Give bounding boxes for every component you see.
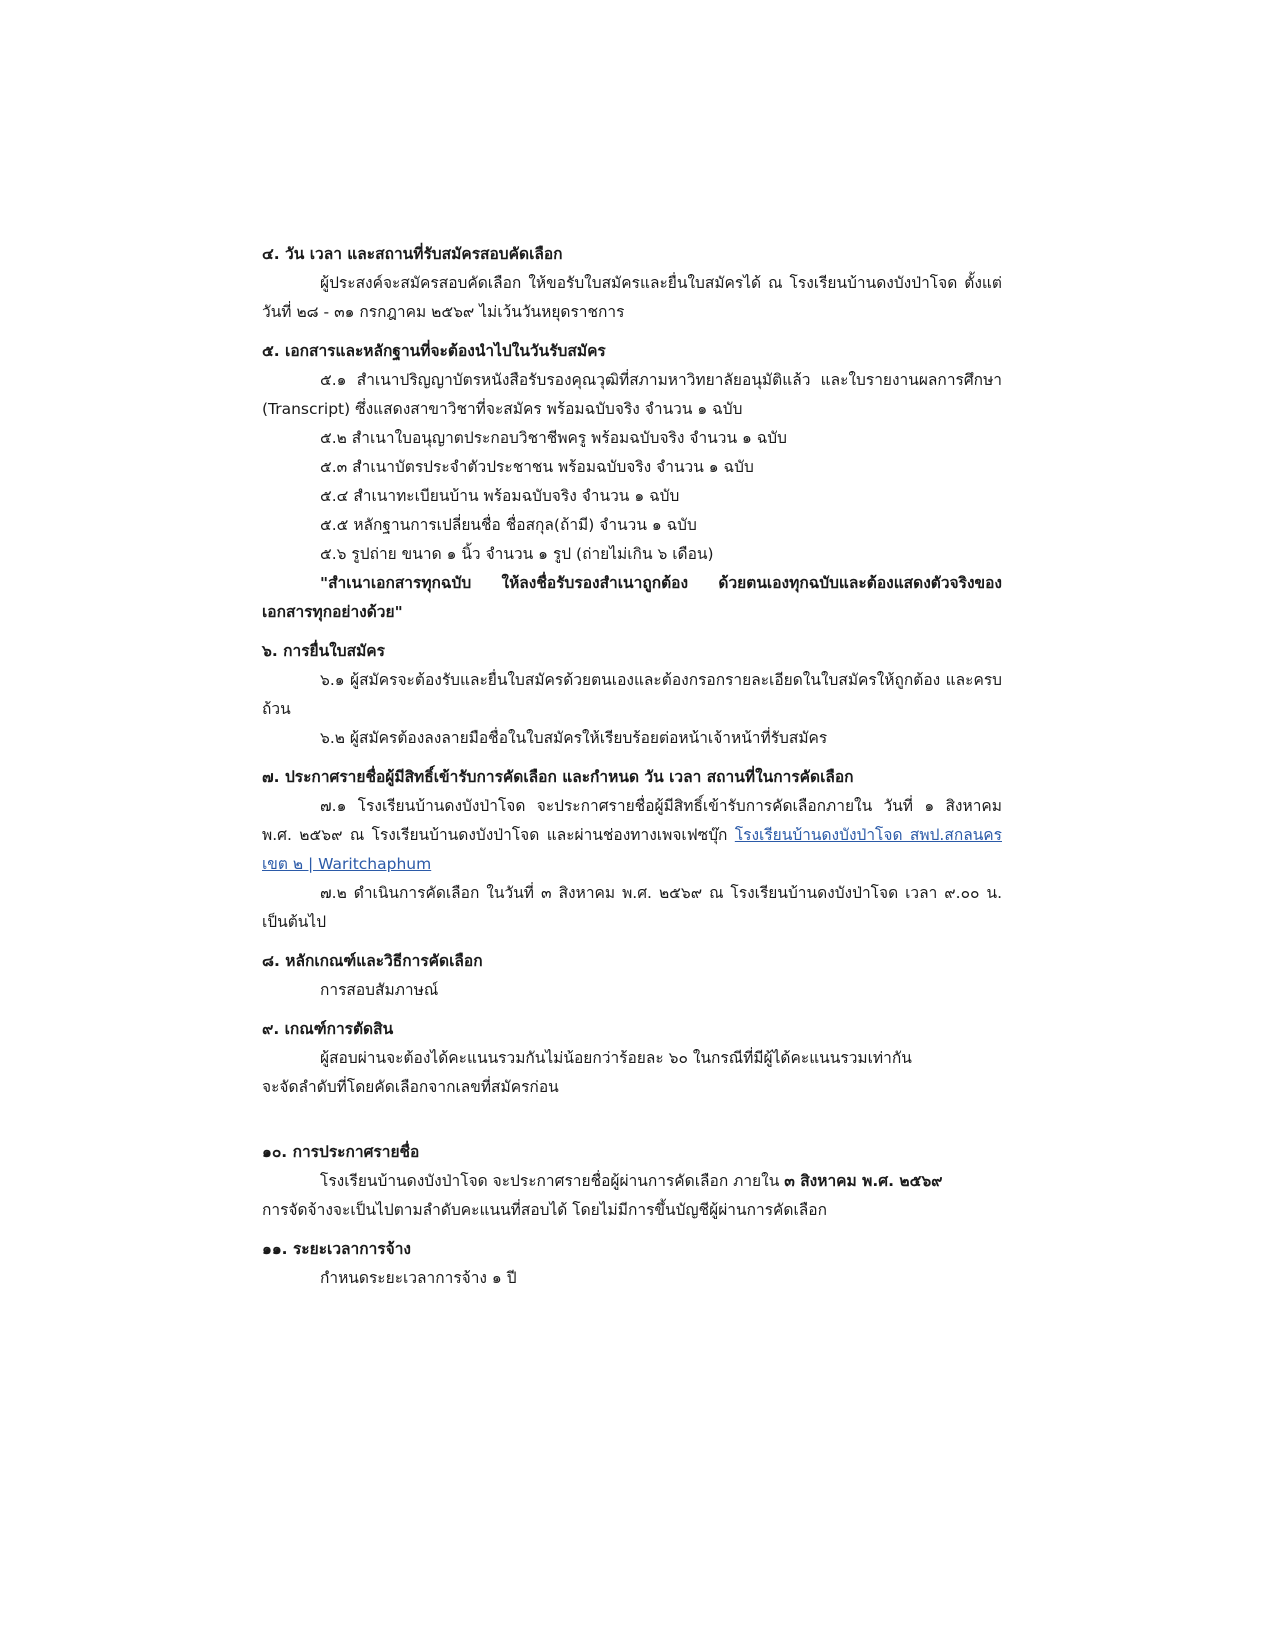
section-heading: ๑๑. ระยะเวลาการจ้าง xyxy=(262,1240,411,1258)
list-item: ๕.๓ สำเนาบัตรประจำตัวประชาชน พร้อมฉบับจริง จำนวน ๑ ฉบับ xyxy=(320,458,754,476)
section-heading: ๑๐. การประกาศรายชื่อ xyxy=(262,1143,420,1161)
list-item: ๕.๑ สำเนาปริญญาบัตรหนังสือรับรองคุณวุฒิที่สภามหาวิทยาลัยอนุมัติแล้ว และใบรายงานผลการศึกษา (Transcript) ซึ่งแสดงสาขาวิชาที่จะสมัคร พร้อมฉบับจริง จำนวน ๑ ฉบับ xyxy=(262,371,1002,418)
section-5 xyxy=(262,337,1002,627)
list-item: ๖.๒ ผู้สมัครต้องลงลายมือชื่อในใบสมัครให้เรียบร้อยต่อหน้าเจ้าหน้าที่รับสมัคร xyxy=(320,729,828,747)
section-heading: ๕. เอกสารและหลักฐานที่จะต้องนำไปในวันรับสมัคร xyxy=(262,342,606,360)
list-item: ๗.๒ ดำเนินการคัดเลือก ในวันที่ ๓ สิงหาคม พ.ศ. ๒๕๖๙ ณ โรงเรียนบ้านดงบังป่าโจด เวลา ๙.๐๐ น. เป็นต้นไป xyxy=(262,884,1002,931)
section-heading: ๗. ประกาศรายชื่อผู้มีสิทธิ์เข้ารับการคัดเลือก และกำหนด วัน เวลา สถานที่ในการคัดเลือก xyxy=(262,768,854,786)
paragraph-line: จะจัดลำดับที่โดยคัดเลือกจากเลขที่สมัครก่อน xyxy=(262,1078,559,1096)
list-item: ๕.๔ สำเนาทะเบียนบ้าน พร้อมฉบับจริง จำนวน ๑ ฉบับ xyxy=(320,487,680,505)
list-item: การสอบสัมภาษณ์ xyxy=(320,981,439,999)
list-item-text: ๗.๑ โรงเรียนบ้านดงบังป่าโจด จะประกาศรายชื่อผู้มีสิทธิ์เข้ารับการคัดเลือกภายใน วันที่ ๑ สิงหาคม พ.ศ. ๒๕๖๙ ณ โรงเรียนบ้านดงบังป่าโจด และผ่านช่องทางเพจเฟซบุ๊ก xyxy=(262,797,1002,844)
list-item: ๖.๑ ผู้สมัครจะต้องรับและยื่นใบสมัครด้วยตนเองและต้องกรอกรายละเอียดในใบสมัครให้ถูกต้อง และครบถ้วน xyxy=(262,671,1002,718)
paragraph-line xyxy=(262,1167,1002,1196)
facebook-page-link[interactable]: โรงเรียนบ้านดงบังป่าโจด สพป.สกลนคร เขต ๒ | Waritchaphum xyxy=(262,826,1002,873)
section-7 xyxy=(262,763,1002,937)
section-10 xyxy=(262,1138,1002,1225)
section-9 xyxy=(262,1015,1002,1102)
paragraph-line: ผู้สอบผ่านจะต้องได้คะแนนรวมกันไม่น้อยกว่าร้อยละ ๖๐ ในกรณีที่มีผู้ได้คะแนนรวมเท่ากัน xyxy=(320,1049,912,1067)
section-11 xyxy=(262,1235,1002,1293)
section-6 xyxy=(262,637,1002,753)
section-heading: ๘. หลักเกณฑ์และวิธีการคัดเลือก xyxy=(262,952,483,970)
paragraph-line: การจัดจ้างจะเป็นไปตามลำดับคะแนนที่สอบได้ โดยไม่มีการขึ้นบัญชีผู้ผ่านการคัดเลือก xyxy=(262,1201,827,1219)
document-note: "สำเนาเอกสารทุกฉบับ ให้ลงชื่อรับรองสำเนาถูกต้อง ด้วยตนเองทุกฉบับและต้องแสดงตัวจริงของเอกสารทุกอย่างด้วย" xyxy=(262,574,1002,621)
list-item: ๕.๒ สำเนาใบอนุญาตประกอบวิชาชีพครู พร้อมฉบับจริง จำนวน ๑ ฉบับ xyxy=(320,429,787,447)
list-item xyxy=(262,792,1002,879)
section-8 xyxy=(262,947,1002,1005)
paragraph-text: โรงเรียนบ้านดงบังป่าโจด จะประกาศรายชื่อผู้ผ่านการคัดเลือก ภายใน xyxy=(320,1172,785,1190)
section-heading: ๙. เกณฑ์การตัดสิน xyxy=(262,1020,394,1038)
section-4 xyxy=(262,240,1002,327)
section-paragraph: ผู้ประสงค์จะสมัครสอบคัดเลือก ให้ขอรับใบสมัครและยื่นใบสมัครได้ ณ โรงเรียนบ้านดงบังป่าโจด ตั้งแต่วันที่ ๒๘ - ๓๑ กรกฎาคม ๒๕๖๙ ไม่เว้นวันหยุดราชการ xyxy=(262,274,1002,321)
document-body xyxy=(262,240,1002,1303)
list-item: ๕.๖ รูปถ่าย ขนาด ๑ นิ้ว จำนวน ๑ รูป (ถ่ายไม่เกิน ๖ เดือน) xyxy=(320,545,714,563)
section-heading: ๖. การยื่นใบสมัคร xyxy=(262,642,385,660)
announcement-date: ๓ สิงหาคม พ.ศ. ๒๕๖๙ xyxy=(784,1172,943,1190)
section-heading: ๔. วัน เวลา และสถานที่รับสมัครสอบคัดเลือก xyxy=(262,245,563,263)
list-item: กำหนดระยะเวลาการจ้าง ๑ ปี xyxy=(320,1269,517,1287)
list-item: ๕.๕ หลักฐานการเปลี่ยนชื่อ ชื่อสกุล(ถ้ามี) จำนวน ๑ ฉบับ xyxy=(320,516,697,534)
